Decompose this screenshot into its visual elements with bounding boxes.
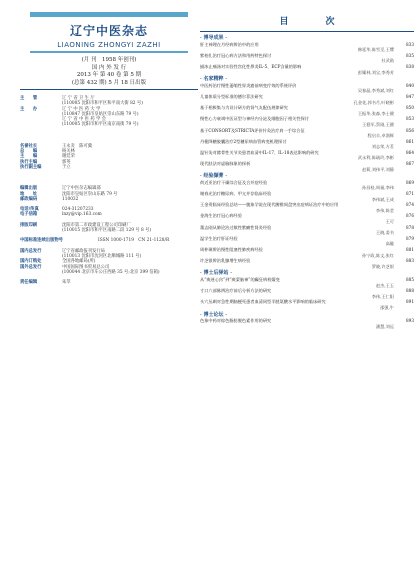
toc-entry-page: 840 — [406, 82, 414, 88]
toc-entry-authors: 潘慧,刘远 — [375, 323, 394, 329]
toc-entry-page: 883 — [406, 258, 414, 264]
sponsor-value: 辽 宁 中 医 药 大 学 — [62, 106, 101, 112]
toc-entry[interactable] — [200, 318, 414, 324]
toc-entry-page: 881 — [406, 246, 414, 252]
sponsor-value: 辽 宁 省 中 医 药 学 会 — [62, 117, 106, 123]
sponsor-value: 辽 宁 省 卫 生 厅 — [62, 96, 95, 101]
contact-value: 沈阳市第二市政建设工程公司印刷厂 — [62, 222, 131, 228]
contact-value: (100044 北京市车公庄西路 35 号;北京 399 信箱) — [62, 269, 160, 275]
toc-entry-authors: 邵强,牛 — [380, 304, 394, 310]
contact-value: 024-31207233 — [62, 207, 94, 213]
toc-entry[interactable] — [200, 202, 414, 208]
toc-entry-page: 838 — [406, 63, 414, 69]
toc-entry-page: 871 — [406, 191, 414, 197]
toc-entry-authors: 赵杰,王玉 — [375, 282, 394, 288]
masthead-column — [20, 12, 198, 285]
toc-entry-title: 谢春光治疗糖尿病、甲亢并存临床经验 — [200, 191, 272, 197]
editorial-label: 执行副主编 — [20, 164, 42, 170]
sponsor-block — [20, 96, 198, 128]
toc-entry[interactable] — [200, 105, 414, 111]
editorial-block — [20, 144, 198, 170]
toc-entry-title: 中医药治疗慢性萎缩性胃炎癌前病变疗效的系统评价 — [200, 82, 297, 88]
contact-value: 中国国际图书贸易总公司 — [62, 264, 110, 270]
toc-entry-authors: 孙宁政,陈文,张红 — [362, 252, 394, 258]
toc-entry-authors: 王可 — [385, 219, 394, 224]
toc-section-heading: · 博导成果 · — [200, 35, 227, 41]
toc-entry-page: 879 — [406, 235, 414, 241]
toc-entry-page: 885 — [406, 276, 414, 282]
contact-value: 辽宁中医杂志编辑部 — [62, 186, 101, 192]
publication-info — [20, 57, 198, 87]
contact-label — [20, 270, 62, 275]
pubinfo-line: (月 刊 1958 年创刊) — [81, 57, 137, 63]
title-bar-top — [30, 12, 188, 17]
contact-label: 邮政编码 — [20, 196, 38, 202]
toc-entry-page: 893 — [406, 318, 414, 324]
editorial-value: 王永炎 陈可冀 — [62, 143, 93, 149]
toc-entry-page: 888 — [406, 288, 414, 294]
toc-entry[interactable] — [200, 247, 414, 253]
editorial-value: 杨关林 — [62, 149, 75, 155]
toc-entry-title: 从“痰迷心窍”到“痰蒙脑神”的癫狂病机嬗变 — [200, 276, 280, 282]
toc-entry-title: 周仲瑛辨治慢性阻塞性肺疾病经验 — [200, 246, 263, 252]
contact-label: 中国标准连续出版物号 — [20, 238, 63, 244]
toc-section-heading: · 名家精粹 · — [200, 76, 227, 83]
toc-entry-title: 温针灸对膝骨性关节炎患者血清中IL-17、IL-18表达影响的研究 — [200, 149, 319, 155]
contact-value: 全国各地邮局(所) — [62, 259, 96, 265]
sponsor-label: 主 管 — [20, 96, 38, 101]
issn-value: ISSN 1000-1719 CN 21-1128/R — [98, 238, 170, 244]
pubinfo-line: 2013 年 第 40 卷 第 5 期 — [76, 72, 142, 78]
toc-entry[interactable] — [200, 64, 414, 70]
contact-label: 排版印刷 — [20, 222, 38, 228]
contact-label: 地 址 — [20, 191, 38, 197]
editorial-label: 名誉社长 — [20, 143, 38, 149]
toc-entry-title: 王金贵临床经验总结——腹象学说在现代腰椎间盘突出症病证治疗中的应用 — [200, 202, 339, 208]
contact-label — [20, 228, 62, 233]
journal-title-cn: 辽宁中医杂志 — [69, 24, 148, 38]
table-of-contents — [200, 14, 414, 329]
title-bar-bottom — [30, 51, 188, 53]
contact-label: 国外总发行 — [20, 264, 42, 270]
toc-entry-title: 紫柏扎治疗冠心病方法和用药特色探讨 — [200, 52, 272, 58]
contact-label: 国内总发行 — [20, 248, 42, 254]
toc-section-heading: · 博士论坛 · — [200, 311, 227, 318]
contact-label: 责任编辑 — [20, 280, 38, 286]
editorial-value: 于立 — [62, 164, 71, 170]
toc-entry-page: 891 — [406, 299, 414, 305]
toc-entry-page: 864 — [406, 149, 414, 155]
toc-entry[interactable] — [200, 288, 414, 294]
toc-entry-page: 850 — [406, 105, 414, 111]
toc-entry[interactable] — [200, 258, 414, 264]
toc-entry-authors: 韩延华,陈雪至,王缨 — [357, 47, 394, 53]
toc-entry-page: 861 — [406, 138, 414, 144]
toc-entry-title: 儿童体质分型标准的德尔菲法研究 — [200, 93, 263, 99]
toc-entry-authors: 吴春晶,李秀斌,刘红 — [357, 88, 394, 94]
contact-value: 朱萃 — [62, 280, 71, 286]
toc-entry-page: 847 — [406, 93, 414, 99]
toc-entry-authors: 孙昌桂,周福,李伟 — [362, 185, 394, 191]
toc-entry-title: 金海生治疗冠心病经验 — [200, 213, 242, 219]
toc-entry-page: 869 — [406, 179, 414, 185]
toc-entry-title: 慢性心力衰竭中医证型与神经内分泌及细胞因子相关性探讨 — [200, 116, 309, 122]
toc-entry-page: 876 — [406, 213, 414, 219]
toc-entry-page: 874 — [406, 202, 414, 208]
journal-title-en: LIAONING ZHONGYI ZAZHI — [57, 41, 161, 49]
toc-entry-authors: 罗晓,许芝银 — [371, 263, 394, 269]
contact-value: (110013 沈阳市沈河区北顺城路 111 号) — [62, 253, 142, 259]
contact-label: 编辑出版 — [20, 186, 38, 192]
toc-entry-authors: 赵莉,刘伟平,刘静 — [362, 166, 394, 172]
toc-entry-page: 833 — [406, 41, 414, 47]
toc-entry-authors: 彭耀林,刘宝,李秀芳 — [357, 69, 394, 75]
contact-block — [20, 186, 198, 285]
toc-entry-authors: 李伟,陈莹 — [375, 207, 394, 213]
contact-value: lnzy@vip.163.com — [62, 212, 102, 218]
toc-entry-title: 温学生治疗肝证经验 — [200, 235, 238, 241]
toc-entry[interactable] — [200, 213, 414, 219]
toc-list — [200, 36, 414, 329]
toc-entry-title: 色象中药对棕色脂肪脱色素作用的研究 — [200, 318, 272, 324]
toc-entry-title: 丹桅降糖胶囊治疗2型糖尿病血管病变机理探讨 — [200, 138, 287, 144]
toc-entry-authors: 李伟斌,王成 — [371, 196, 394, 202]
toc-entry[interactable] — [200, 94, 414, 100]
toc-entry-authors: 王晓,姜书 — [375, 230, 394, 236]
toc-entry-title: 许芝银辨治乳腺增生病经验 — [200, 258, 251, 264]
editorial-label: 主 编 — [20, 154, 38, 160]
toc-entry-authors: 高璇 — [385, 241, 394, 247]
toc-rule — [200, 31, 414, 32]
editorial-label: 执行主编 — [20, 159, 38, 165]
contact-label: 国内订购处 — [20, 259, 42, 265]
contact-value: 辽宁省邮政报刊发行局 — [62, 248, 105, 254]
toc-entry[interactable] — [200, 277, 414, 283]
sponsor-value: (110005 沈阳市和平区和平南大街 82 号) — [62, 101, 143, 107]
toc-entry-authors: 王稳军,蔡刚,王健 — [362, 121, 394, 127]
toc-entry-title: 基于CONSORT及STRICTA评价针灸治疗肩一手综合征 — [200, 127, 305, 133]
contact-value: (110015 沈阳市和平区南路二段 129 号 8 号) — [62, 228, 152, 234]
toc-entry[interactable] — [200, 161, 414, 167]
toc-entry-title: 肝主神理在月经病辨治中的应用 — [200, 41, 259, 47]
contact-label: 电话/传真 — [20, 207, 39, 213]
toc-entry-title: 荷近亚治疗干燥综合征及合并症经验 — [200, 179, 268, 185]
toc-entry-authors: 武永利,陈琉玲,李彬 — [357, 155, 394, 161]
toc-entry-page: 878 — [406, 224, 414, 230]
toc-entry-authors: 杜武勋 — [381, 58, 394, 64]
toc-entry-title: 基于相极集与为设计研方的肾气丸配伍规律研究 — [200, 105, 288, 111]
sponsor-label — [20, 122, 62, 127]
masthead-divider — [20, 89, 198, 90]
contact-label: 电子信箱 — [20, 212, 38, 218]
toc-entry-authors: 孔金花,郭书月,叶晓彬 — [353, 99, 394, 105]
toc-entry-title: 现代肤法对虚脑脉象的探析 — [200, 161, 251, 167]
toc-entry-authors: 王振华,张森,李士健 — [357, 110, 394, 116]
toc-section-heading: · 经验撷菁 · — [200, 173, 227, 180]
toc-entry-authors: 程启丰,卓润辉 — [367, 133, 394, 139]
toc-entry-authors: 刘志荣,方茗 — [371, 144, 394, 150]
sponsor-value: (110005 沈阳市和平区南京南街 79 号) — [62, 122, 139, 128]
editorial-value: 郭英 — [62, 159, 71, 165]
toc-entry-page: 856 — [406, 127, 414, 133]
toc-section-heading: · 博士后驿站 · — [200, 270, 232, 277]
contact-value: 沈阳市皇姑区崇山东路 79 号 — [62, 191, 118, 197]
toc-entry-page: 835 — [406, 52, 414, 58]
toc-entry-authors: 李伟,王仁阳 — [371, 293, 394, 299]
toc-entry-title: 描冰止痛汤对实验性宫化性鼻炎IL-5、ECP含量的影响 — [200, 63, 302, 69]
toc-entry-title: 头穴丛刺对急性期脑梗死患者血清同型半胱氨酸水平影响的临床研究 — [200, 299, 326, 305]
editorial-label: 总 编 — [20, 149, 38, 155]
contact-value: 110032 — [62, 196, 79, 202]
toc-entry[interactable] — [200, 236, 414, 242]
toc-entry-title: 董志刚从肺论治过敏性紫癜性肾炎经验 — [200, 224, 272, 230]
toc-heading: 目 次 — [279, 17, 349, 27]
toc-entry-page: 853 — [406, 116, 414, 122]
sponsor-value: (110847 沈阳市皇姑区崇山东路 79 号) — [62, 111, 139, 117]
toc-entry[interactable] — [200, 191, 414, 197]
editorial-value: 谢廷荣 — [62, 154, 75, 160]
toc-entry-title: 寸口六部脉辨治疗前后分析方法的研究 — [200, 288, 272, 294]
sponsor-label: 主 办 — [20, 106, 38, 112]
toc-entry-page: 867 — [406, 161, 414, 167]
pubinfo-line: 国 内 外 发 行 — [91, 64, 127, 71]
pubinfo-line: (总第 432 期) 5 月 18 日出版 — [71, 79, 147, 86]
